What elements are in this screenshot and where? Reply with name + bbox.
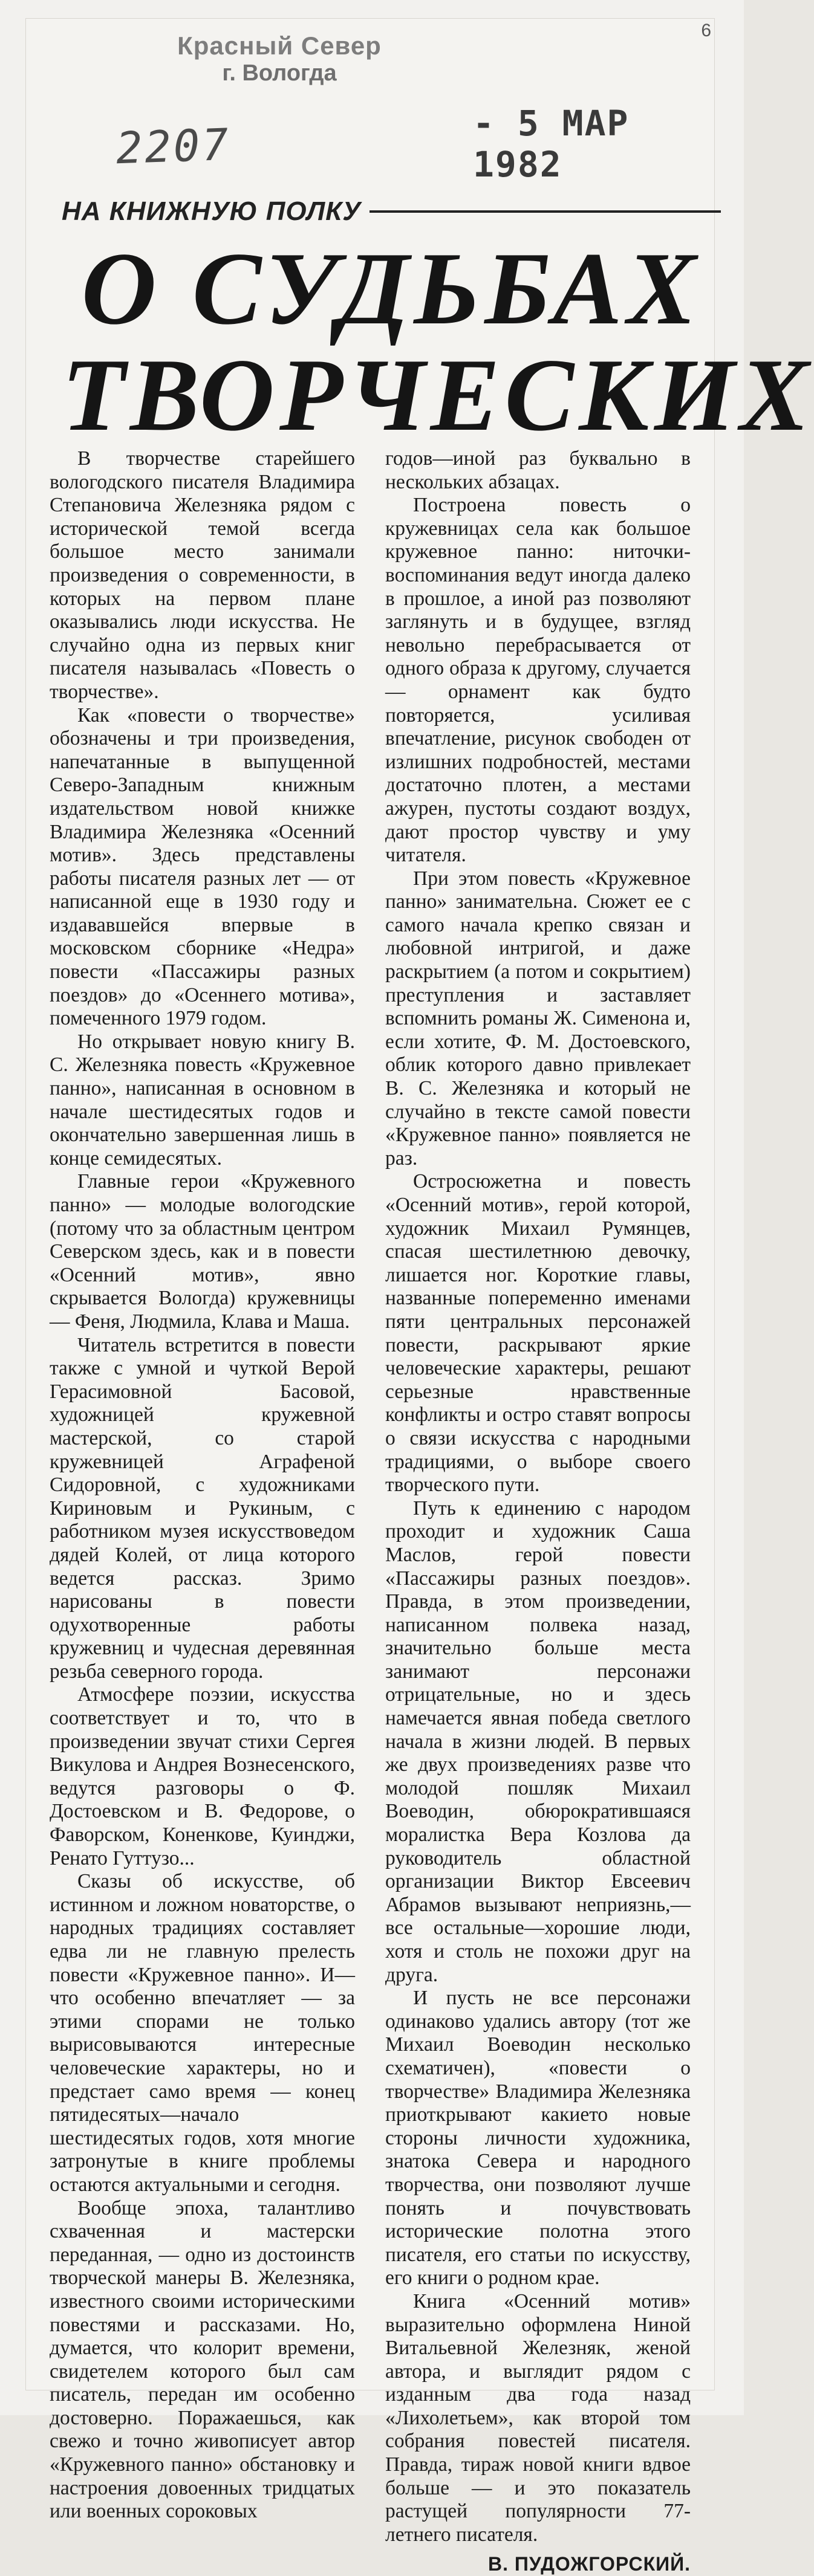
source-stamp: [122, 31, 437, 87]
handwritten-number: 2207: [115, 118, 232, 174]
paragraph: годов—иной раз буквально в нескольких абзацах.: [385, 447, 691, 493]
article-column-left: [50, 447, 355, 2523]
paragraph: Атмосфере поэзии, искусства соответствует и то, что в произведении звучат стихи Сергея Викулова и Андрея Вознесенского, ведутся разговоры о Ф. Достоевском и В. Федорове, о Фаворском, Коненкове, Куинджи, Ренато Гуттузо...: [50, 1683, 355, 1869]
paragraph: В творчестве старейшего вологодского писателя Владимира Степановича Железняка рядом с исторической темой всегда большое место занимали произведения о современности, в которых на первом плане оказывались люди искусства. Не случайно одна из первых книг писателя называлась «Повесть о творчестве».: [50, 447, 355, 703]
paragraph: Книга «Осенний мотив» выразительно оформлена Ниной Витальевной Железняк, женой автора, и выглядит рядом с изданным два года назад «Лихолетьем», как второй том собрания повестей писателя. Правда, тираж новой книги вдвое больше — и это показатель растущей популярности 77-летнего писателя.: [385, 2290, 691, 2546]
paragraph: Путь к единению с народом проходит и художник Саша Маслов, герой повести «Пассажиры разных поездов». Правда, в этом произведении, написанном полвека назад, значительно больше места занимают персонажи отрицательные, но и здесь намечается явная победа светлого начала в жизни людей. В первых же двух произведениях разве что молодой пошляк Михаил Воеводин, обюрократившаяся моралистка Вера Козлова да руководитель областной организации Виктор Евсеевич Абрамов вызывают неприязнь,—все остальные—хорошие люди, хотя и столь не похожи друг на друга.: [385, 1497, 691, 1986]
headline-line-2: ТВОРЧЕСКИХ: [62, 338, 814, 453]
paragraph: Главные герои «Кружевного панно» — молодые вологодские (потому что за областным центром Северском здесь, как и в повести «Осенний мотив», явно скрывается Вологда) кружевницы — Феня, Людмила, Клава и Маша.: [50, 1170, 355, 1333]
source-city: г. Вологда: [222, 60, 337, 86]
paragraph: Но открывает новую книгу В. С. Железняка повесть «Кружевное панно», написанная в основном в начале шестидесятых годов и окончательно завершенная лишь в конце семидесятых.: [50, 1030, 355, 1170]
rubric-row: [62, 193, 721, 230]
paragraph: Вообще эпоха, талантливо схваченная и мастерски переданная, — одно из достоинств творческой манеры В. Железняка, известного своими историческими повестями и рассказами. Но, думается, что колорит времени, свидетелем которого был сам писатель, передан им особенно достоверно. Поражаешься, как свежо и точно живописует автор «Кружевного панно» обстановку и настроения довоенных тридцатых или военных сороковых: [50, 2196, 355, 2523]
headline: [62, 231, 814, 453]
paragraph: Построена повесть о кружевницах села как большое кружевное панно: ниточки-воспоминания ведут иногда далеко в прошлое, а иной раз позволяют заглянуть и в будущее, взгляд невольно перебрасывается от одного образа к другому, случается — орнамент как будто повторяется, усиливая впечатление, рисунок свободен от излишних подробностей, местами достаточно плотен, а местами ажурен, пустоты создают воздух, дают простор чувству и уму читателя.: [385, 494, 691, 867]
author-signature: В. ПУДОЖГОРСКИЙ.: [487, 2553, 691, 2575]
paragraph: При этом повесть «Кружевное панно» занимательна. Сюжет ее с самого начала крепко связан и любовной интригой, и даже раскрытием (а потом и сокрытием) преступления и заставляет вспомнить романы Ж. Сименона и, если хотите, Ф. М. Достоевского, облик которого давно привлекает В. С. Железняка и который не случайно в тексте самой повести «Кружевное панно» появляется не раз.: [385, 867, 691, 1170]
date-stamp: - 5 МАР 1982: [473, 103, 630, 185]
headline-line-1: О СУДЬБАХ: [81, 231, 702, 346]
rubric-rule: [370, 210, 721, 213]
article-body: [50, 447, 691, 2575]
paragraph: И пусть не все персонажи одинаково удались автору (тот же Михаил Воеводин несколько схематичен), «повести о творчестве» Владимира Железняка приоткрывают какието новые стороны личности художника, знатока Севера и народного творчества, они позволяют лучше понять и почувствовать исторические полотна этого писателя, его статьи по искусству, его книги о родном крае.: [385, 1987, 691, 2290]
paragraph: Как «повести о творчестве» обозначены и три произведения, напечатанные в выпущенной Северо-Западным книжным издательством новой книжке Владимира Железняка «Осенний мотив». Здесь представлены работы писателя разных лет — от написанной еще в 1930 году и издававшейся впервые в московском сборнике «Недра» повести «Пассажиры разных поездов» до «Осеннего мотива», помеченного 1979 годом.: [50, 704, 355, 1030]
paragraph: Остросюжетна и повесть «Осенний мотив», герой которой, художник Михаил Румянцев, спасая шестилетнюю девочку, лишается ног. Короткие главы, названные попеременно именами пяти центральных персонажей повести, раскрывают яркие человеческие характеры, решают серьезные нравственные конфликты и остро ставят вопросы о связи искусства с народными традициями, о выборе своего творческого пути.: [385, 1170, 691, 1497]
rubric-label: НА КНИЖНУЮ ПОЛКУ: [62, 196, 362, 226]
article-column-right: [385, 447, 691, 2575]
source-paper-name: Красный Север: [177, 31, 382, 60]
paragraph: Читатель встретится в повести также с умной и чуткой Верой Герасимовной Басовой, художницей кружевной мастерской, со старой кружевницей Аграфеной Сидоровной, с художниками Кириновым и Рукиным, с работником музея искусствоведом дядей Колей, от лица которого ведется рассказ. Зримо нарисованы в повести одухотворенные работы кружевниц и чудесная деревянная резьба северного города.: [50, 1333, 355, 1683]
paragraph: Сказы об искусстве, об истинном и ложном новаторстве, о народных традициях составляет едва ли не главную прелесть повести «Кружевное панно». И—что особенно впечатляет — за этими спорами не только вырисовываются интересные человеческие характеры, но и предстает само время — конец пятидесятых—начало шестидесятых годов, хотя многие затронутые в книге проблемы остаются актуальными и сегодня.: [50, 1870, 355, 2196]
corner-mark: 6: [701, 21, 711, 40]
